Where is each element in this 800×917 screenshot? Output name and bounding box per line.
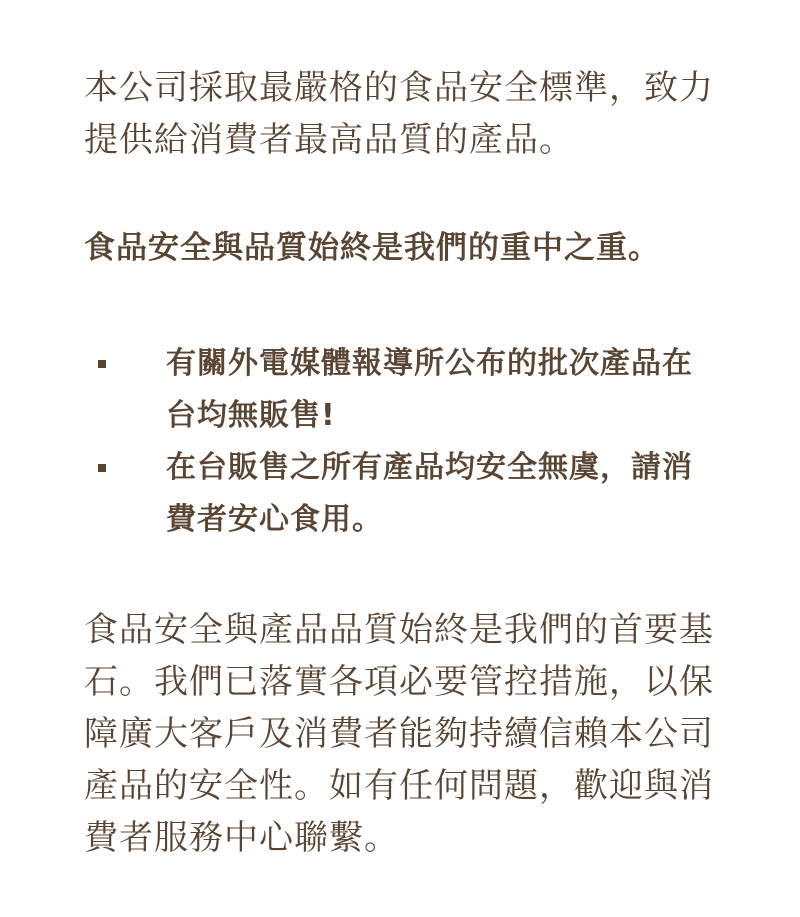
square-bullet-icon — [98, 464, 106, 472]
square-bullet-icon — [98, 360, 106, 368]
closing-paragraph: 食品安全與產品品質始終是我們的首要基石。我們已落實各項必要管控措施，以保障廣大客戶及消費者能夠持續信賴本公司產品的安全性。如有任何問題，歡迎與消費者服務中心聯繫。 — [84, 610, 714, 858]
bullet-text: 有關外電媒體報導所公布的批次產品在台均無販售! — [166, 346, 693, 433]
intro-paragraph: 本公司採取最嚴格的食品安全標準，致力提供給消費者最高品質的產品。 — [84, 68, 714, 160]
bullet-item-safe — [84, 442, 716, 546]
bullet-list — [84, 338, 716, 546]
bullet-text: 在台販售之所有產品均安全無虞，請消費者安心食用。 — [166, 450, 693, 537]
bullet-item-no-sales — [84, 338, 716, 442]
headline: 食品安全與品質始終是我們的重中之重。 — [84, 230, 660, 266]
